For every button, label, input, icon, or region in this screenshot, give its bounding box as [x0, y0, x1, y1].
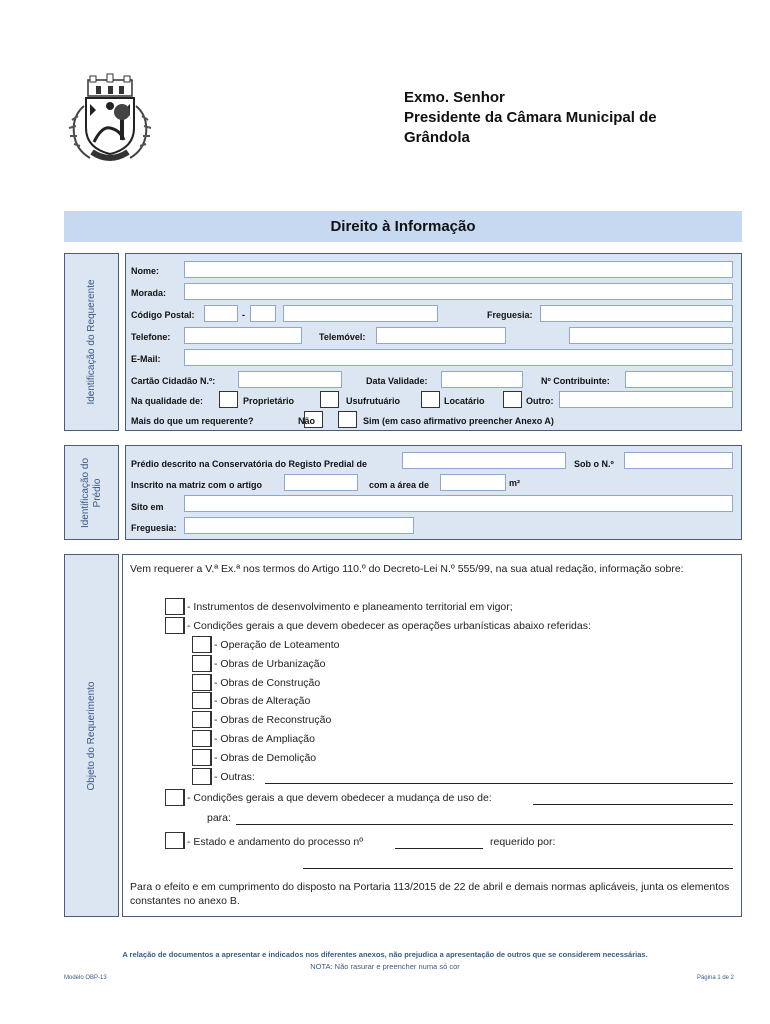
sim-checkbox[interactable] — [338, 411, 357, 428]
telemovel-label: Telemóvel: — [319, 332, 366, 342]
qualidade-label: Na qualidade de: — [131, 396, 204, 406]
form-title: Direito à Informação — [64, 211, 742, 242]
predio-freguesia-label: Freguesia: — [131, 523, 177, 533]
sob-n-input[interactable] — [624, 452, 733, 469]
para-label: para: — [207, 812, 231, 824]
email-input[interactable] — [184, 349, 733, 366]
requerido-line[interactable] — [303, 868, 733, 869]
addressee-line: Exmo. Senhor — [404, 89, 505, 106]
contribuinte-input[interactable] — [625, 371, 733, 388]
predio-panel — [125, 445, 742, 540]
predio-freguesia-input[interactable] — [184, 517, 414, 534]
m2-unit: m² — [509, 478, 520, 488]
addressee-block — [404, 88, 657, 148]
outras-label: - Outras: — [214, 771, 255, 783]
predio-label-line2: Prédio — [91, 478, 103, 507]
predio-section-label — [64, 445, 119, 540]
demolicao-checkbox[interactable] — [192, 749, 212, 766]
loteamento-checkbox[interactable] — [192, 636, 212, 653]
instrumentos-checkbox[interactable] — [165, 598, 185, 615]
cartao-input[interactable] — [238, 371, 342, 388]
nao-text: Não — [298, 416, 316, 426]
construcao-label: - Obras de Construção — [214, 677, 321, 689]
requerente-section-label: Identificação do Requerente — [64, 253, 119, 431]
codigo-postal-label: Código Postal: — [131, 310, 195, 320]
mais-requerente-label: Mais do que um requerente? — [131, 416, 254, 426]
urbanizacao-checkbox[interactable] — [192, 655, 212, 672]
codigo-postal-input-2[interactable] — [250, 305, 276, 322]
page-number: Página 1 de 2 — [696, 975, 734, 981]
objeto-panel — [122, 554, 742, 917]
validade-label: Data Validade: — [366, 376, 428, 386]
instrumentos-label: - Instrumentos de desenvolvimento e planeamento territorial em vigor; — [187, 601, 513, 613]
sob-n-label: Sob o N.º — [574, 459, 614, 469]
alteracao-label: - Obras de Alteração — [214, 695, 311, 707]
nome-label: Nome: — [131, 266, 160, 276]
codigo-postal-dash: - — [242, 310, 245, 320]
outras-line[interactable] — [265, 783, 733, 784]
conservatoria-input[interactable] — [402, 452, 566, 469]
municipal-crest — [62, 72, 158, 168]
mudanca-uso-checkbox[interactable] — [165, 789, 185, 806]
locatario-label: Locatário — [444, 396, 485, 406]
cartao-label: Cartão Cidadão N.º: — [131, 376, 216, 386]
freguesia-input[interactable] — [540, 305, 733, 322]
closing-text: Para o efeito e em cumprimento do disposto na Portaria 113/2015 de 22 de abril e demais normas aplicáveis, junta os elementos constantes no anexo B. — [130, 881, 730, 907]
outro-input[interactable] — [559, 391, 733, 408]
validade-input[interactable] — [441, 371, 523, 388]
addressee-line: Presidente da Câmara Municipal de — [404, 109, 657, 126]
urbanizacao-label: - Obras de Urbanização — [214, 658, 326, 670]
model-code: Modelo OBP-13 — [64, 975, 107, 981]
morada-label: Morada: — [131, 288, 167, 298]
predio-label-line1: Identificação do — [79, 457, 91, 528]
ampliacao-checkbox[interactable] — [192, 730, 212, 747]
requerido-label: requerido por: — [490, 836, 556, 848]
telefone-label: Telefone: — [131, 332, 171, 342]
reconstrucao-checkbox[interactable] — [192, 711, 212, 728]
ampliacao-label: - Obras de Ampliação — [214, 733, 315, 745]
telemovel-input[interactable] — [376, 327, 506, 344]
proprietario-label: Proprietário — [243, 396, 295, 406]
processo-label: - Estado e andamento do processo nº — [187, 836, 364, 848]
morada-input[interactable] — [184, 283, 733, 300]
requerente-panel — [125, 253, 742, 431]
area-input[interactable] — [440, 474, 506, 491]
email-label: E-Mail: — [131, 354, 161, 364]
inscrito-label: Inscrito na matriz com o artigo — [131, 480, 263, 490]
outro-label: Outro: — [526, 396, 554, 406]
outras-checkbox[interactable] — [192, 768, 212, 785]
alteracao-checkbox[interactable] — [192, 692, 212, 709]
loteamento-label: - Operação de Loteamento — [214, 639, 340, 651]
objeto-intro: Vem requerer a V.ª Ex.ª nos termos do Artigo 110.º do Decreto-Lei N.º 555/99, na sua atual redação, informação sobre: — [130, 563, 684, 575]
para-line[interactable] — [236, 824, 733, 825]
localidade-input[interactable] — [283, 305, 438, 322]
freguesia-label: Freguesia: — [487, 310, 533, 320]
sito-input[interactable] — [184, 495, 733, 512]
construcao-checkbox[interactable] — [192, 674, 212, 691]
sim-label: Sim (em caso afirmativo preencher Anexo A) — [363, 416, 554, 426]
nome-input[interactable] — [184, 261, 733, 278]
artigo-input[interactable] — [284, 474, 358, 491]
usufrutuario-checkbox[interactable] — [320, 391, 339, 408]
contribuinte-label: Nº Contribuinte: — [541, 376, 610, 386]
addressee-line: Grândola — [404, 129, 470, 146]
footer-note: A relação de documentos a apresentar e indicados nos diferentes anexos, não prejudica a apresentação de outros que se considerem necessárias. — [122, 950, 648, 959]
processo-checkbox[interactable] — [165, 832, 185, 849]
condicoes-label: - Condições gerais a que devem obedecer as operações urbanísticas abaixo referidas: — [187, 620, 591, 632]
reconstrucao-label: - Obras de Reconstrução — [214, 714, 332, 726]
processo-number-line[interactable] — [395, 848, 483, 849]
descrito-label: Prédio descrito na Conservatória do Registo Predial de — [131, 459, 368, 469]
codigo-postal-input-1[interactable] — [204, 305, 238, 322]
telefone-input[interactable] — [184, 327, 302, 344]
mudanca-uso-label: - Condições gerais a que devem obedecer a mudança de uso de: — [187, 792, 492, 804]
proprietario-checkbox[interactable] — [219, 391, 238, 408]
condicoes-checkbox[interactable] — [165, 617, 185, 634]
demolicao-label: - Obras de Demolição — [214, 752, 317, 764]
area-label: com a área de — [369, 480, 430, 490]
sito-label: Sito em — [131, 502, 164, 512]
objeto-section-label: Objeto do Requerimento — [64, 554, 119, 917]
usufrutuario-label: Usufrutuário — [346, 396, 400, 406]
mudanca-uso-line[interactable] — [533, 804, 733, 805]
footer-nota: NOTA: Não rasurar e preencher numa só cor — [310, 962, 460, 971]
fax-input[interactable] — [569, 327, 733, 344]
locatario-checkbox[interactable] — [421, 391, 440, 408]
outro-checkbox[interactable] — [503, 391, 522, 408]
